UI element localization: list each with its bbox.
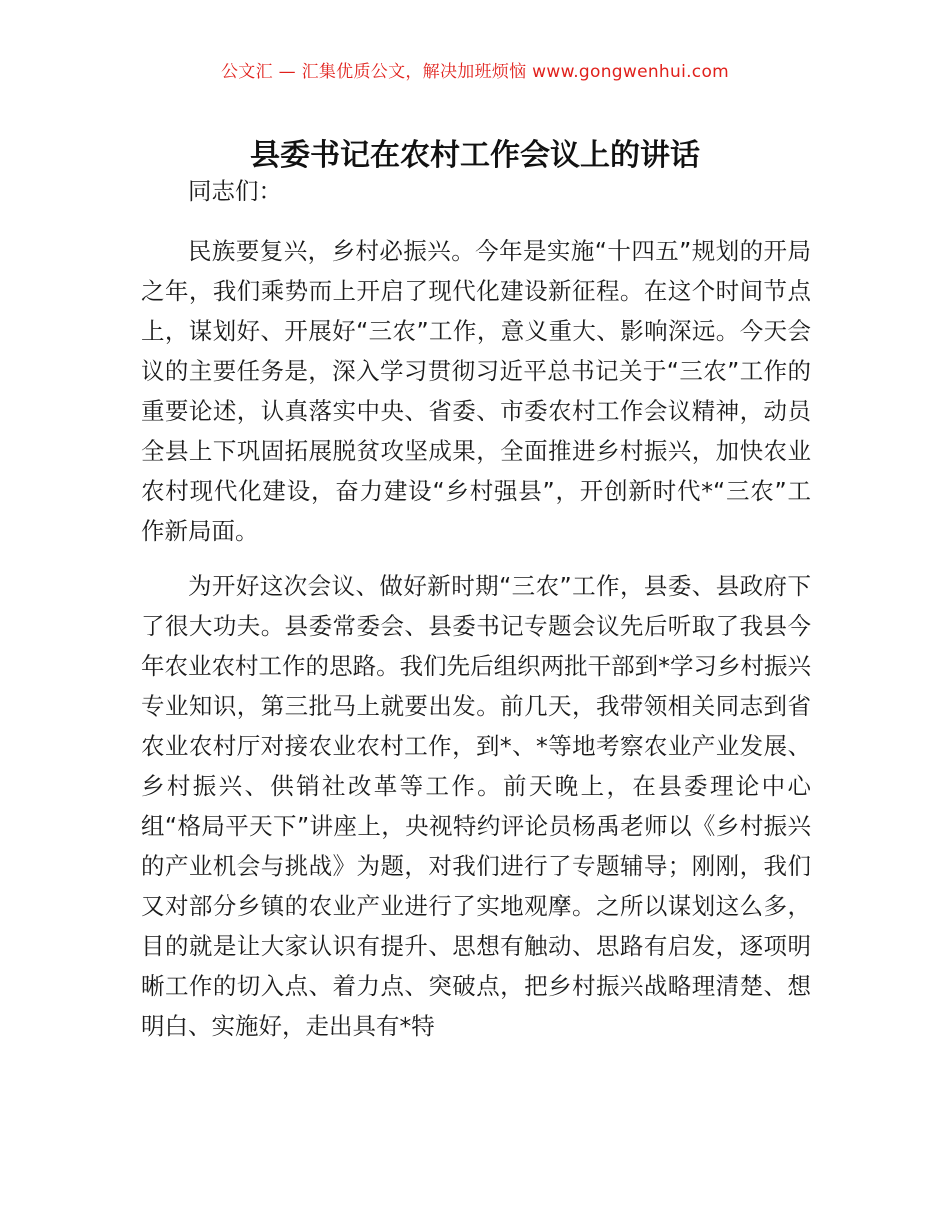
document-body (141, 171, 811, 1046)
document-title: 县委书记在农村工作会议上的讲话 (250, 138, 700, 174)
site-banner: 公文汇 — 汇集优质公文，解决加班烦恼 www.gongwenhui.com (220, 62, 730, 82)
paragraph-1: 民族要复兴，乡村必振兴。今年是实施“十四五”规划的开局之年，我们乘势而上开启了现代化建设新征程。在这个时间节点上，谋划好、开展好“三农”工作，意义重大、影响深远。今天会议的主要任务是，深入学习贯彻习近平总书记关于“三农”工作的重要论述，认真落实中央、省委、市委农村工作会议精神，动员全县上下巩固拓展脱贫攻坚成果，全面推进乡村振兴，加快农业农村现代化建设，奋力建设“乡村强县”，开创新时代*“三农”工作新局面。 (141, 237, 811, 545)
paragraph-2: 为开好这次会议、做好新时期“三农”工作，县委、县政府下了很大功夫。县委常委会、县委书记专题会议先后听取了我县今年农业农村工作的思路。我们先后组织两批干部到*学习乡村振兴专业知识，第三批马上就要出发。前几天，我带领相关同志到省农业农村厅对接农业农村工作，到*、*等地考察农业产业发展、乡村振兴、供销社改革等工作。前天晚上，在县委理论中心组“格局平天下”讲座上，央视特约评论员杨禹老师以《乡村振兴的产业机会与挑战》为题，对我们进行了专题辅导；刚刚，我们又对部分乡镇的农业产业进行了实地观摩。之所以谋划这么多，目的就是让大家认识有提升、思想有触动、思路有启发，逐项明晰工作的切入点、着力点、突破点，把乡村振兴战略理清楚、想明白、实施好，走出具有*特 (141, 572, 811, 1040)
salutation: 同志们： (188, 177, 282, 205)
